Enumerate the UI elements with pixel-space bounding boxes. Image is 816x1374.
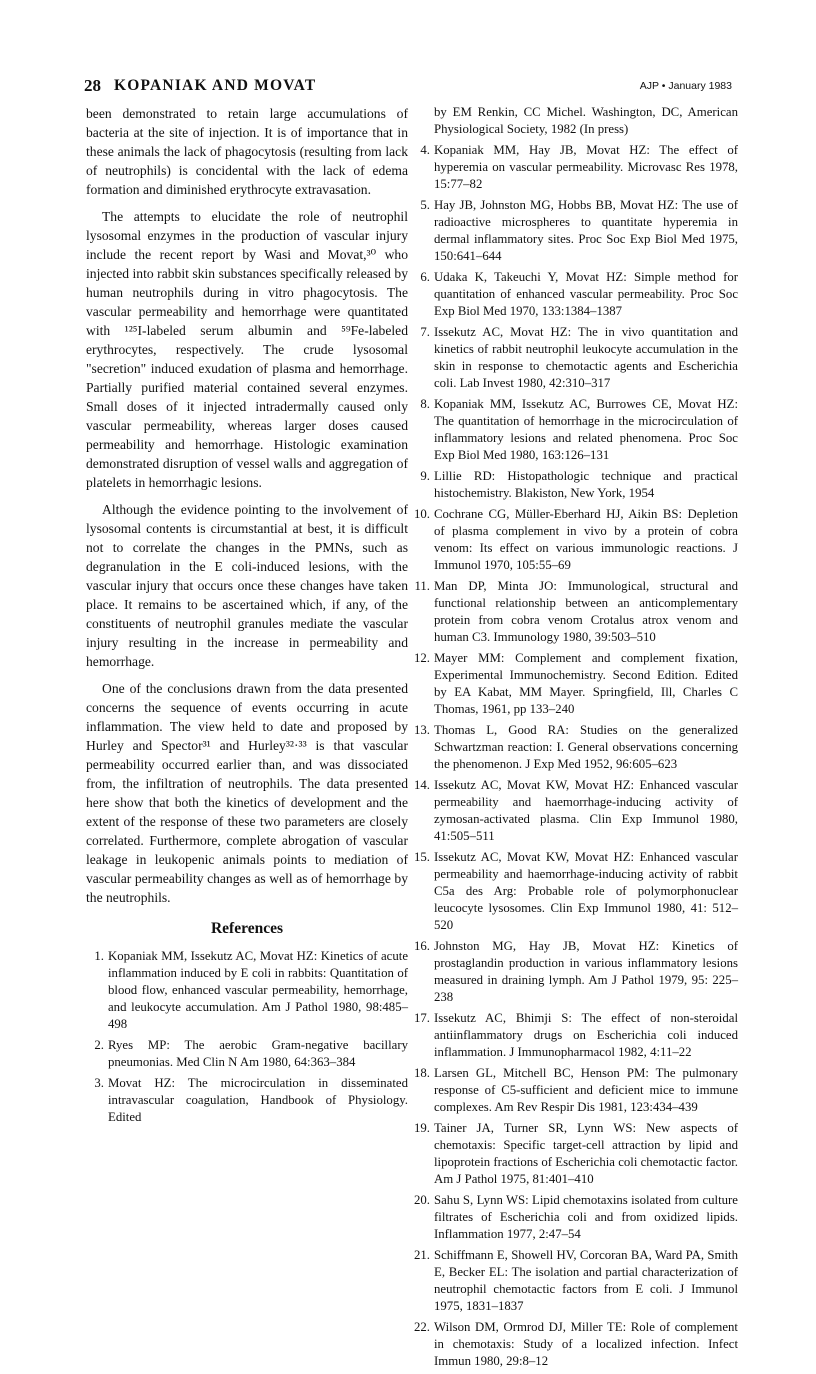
reference-item (86, 1075, 408, 1126)
reference-number: 13. (414, 723, 430, 738)
reference-number: 7. (420, 325, 430, 340)
reference-number: 10. (414, 507, 430, 522)
journal-issue: AJP • January 1983 (639, 80, 732, 92)
reference-item (412, 722, 738, 773)
reference-text: Issekutz AC, Bhimji S: The effect of non-steroidal antiinflammatory drugs on Escherichia coli induced inflammation. J Immunopharmacol 1982, 4:11–22 (434, 1011, 738, 1060)
reference-text: Kopaniak MM, Issekutz AC, Burrowes CE, Movat HZ: The quantitation of hemorrhage in the microcirculation of inflammatory lesions and related phenomena. Proc Soc Exp Biol Med 1980, 163:126–131 (434, 397, 738, 463)
reference-item (86, 1037, 408, 1071)
reference-item (412, 1247, 738, 1315)
page-number: 28 (84, 76, 101, 95)
reference-text: Sahu S, Lynn WS: Lipid chemotaxins isolated from culture filtrates of Escherichia coli and from oxidized lipids. Inflammation 1977, 2:47–54 (434, 1193, 738, 1242)
reference-number: 6. (420, 270, 430, 285)
reference-number: 14. (414, 778, 430, 793)
reference-number: 15. (414, 850, 430, 865)
reference-item (412, 324, 738, 392)
reference-continuation: by EM Renkin, CC Michel. Washington, DC, American Physiological Society, 1982 (In press) (434, 105, 738, 137)
reference-text: Hay JB, Johnston MG, Hobbs BB, Movat HZ: The use of radioactive microspheres to quantitate hyperemia in dermal inflammatory sites. Proc Soc Exp Biol Med 1975, 150:641–644 (434, 198, 738, 264)
reference-text: Thomas L, Good RA: Studies on the generalized Schwartzman reaction: I. General observations concerning the phenomenon. J Exp Med 1952, 96:605–623 (434, 723, 738, 772)
reference-number: 9. (420, 469, 430, 484)
reference-number: 4. (420, 143, 430, 158)
reference-item (412, 142, 738, 193)
body-paragraph: been demonstrated to retain large accumulations of bacteria at the site of injection. It is of importance that in these animals the lack of phagocytosis (resulting from lack of neutrophils) is concidental with the lack of edema formation and diminished erythrocyte extravasation. (86, 106, 408, 197)
reference-item (412, 1065, 738, 1116)
reference-number: 16. (414, 939, 430, 954)
reference-item (412, 650, 738, 718)
reference-text: Tainer JA, Turner SR, Lynn WS: New aspects of chemotaxis: Specific target-cell attraction by lipid and lipoprotein fractions of Escherichia coli chemotactic factor. Am J Pathol 1975, 81:401–410 (434, 1121, 738, 1187)
reference-text: Schiffmann E, Showell HV, Corcoran BA, Ward PA, Smith E, Becker EL: The isolation and partial characterization of neutrophil chemotactic factors from E coli. J Immunol 1975, 1831–1837 (434, 1248, 738, 1314)
reference-item (412, 396, 738, 464)
reference-number: 8. (420, 397, 430, 412)
reference-item (412, 197, 738, 265)
running-head: KOPANIAK AND MOVAT (114, 77, 317, 94)
reference-item (412, 1120, 738, 1188)
body-paragraph: Although the evidence pointing to the involvement of lysosomal contents is circumstantial at best, it is difficult not to correlate the changes in the PMNs, such as degranulation in the E coli-induced lesions, with the vascular injury that occurs once these changes have taken place. It remains to be ascertained which, if any, of the constituents of neutrophil granules mediate the vascular injury resulting in the increase in permeability and hemorrhage. (86, 502, 408, 669)
reference-text: Issekutz AC, Movat KW, Movat HZ: Enhanced vascular permeability and haemorrhage-inducing activity of rabbit C5a des Arg: Probable role of polymorphonuclear leucocyte lysosomes. Clin Exp Immunol 1980, 41: 512–520 (434, 850, 738, 933)
reference-text: Movat HZ: The microcirculation in disseminated intravascular coagulation, Handbook of Physiology. Edited (108, 1076, 408, 1124)
reference-text: Kopaniak MM, Hay JB, Movat HZ: The effect of hyperemia on vascular permeability. Microvasc Res 1978, 15:77–82 (434, 143, 738, 192)
reference-text: Issekutz AC, Movat HZ: The in vivo quantitation and kinetics of rabbit neutrophil leukocyte accumulation in the skin in response to chemotactic agents and Escherichia coli. Lab Invest 1980, 42:310–317 (434, 325, 738, 391)
reference-text: Mayer MM: Complement and complement fixation, Experimental Immunochemistry. Second Edition. Edited by EA Kabat, MM Mayer. Springfield, Ill, Charles C Thomas, 1961, pp 133–240 (434, 651, 738, 717)
reference-number: 19. (414, 1121, 430, 1136)
reference-number: 18. (414, 1066, 430, 1081)
left-column (86, 104, 408, 1130)
reference-item (412, 269, 738, 320)
reference-number: 2. (94, 1038, 104, 1052)
page-header (84, 76, 732, 98)
reference-number: 12. (414, 651, 430, 666)
body-paragraph: The attempts to elucidate the role of neutrophil lysosomal enzymes in the production of vascular injury include the recent report by Wasi and Movat,³⁰ who injected into rabbit skin substances specifically released by human neutrophils during in vitro phagocytosis. The vascular permeability and hemorrhage were quantitated with ¹²⁵I-labeled serum albumin and ⁵⁹Fe-labeled erythrocytes, respectively. The crude lysosomal "secretion" induced exudation of plasma and hemorrhage. Partially purified material contained several enzymes. Small doses of it injected intradermally caused only vascular permeability, whereas larger doses caused permeability and hemorrhage. Histologic examination demonstrated disruption of vessel walls and aggregation of platelets in hemorrhagic lesions. (86, 209, 408, 490)
reference-text: Larsen GL, Mitchell BC, Henson PM: The pulmonary response of C5-sufficient and deficient mice to immune complexes. Am Rev Respir Dis 1981, 123:434–439 (434, 1066, 738, 1115)
reference-text: Cochrane CG, Müller-Eberhard HJ, Aikin BS: Depletion of plasma complement in vivo by a protein of cobra venom: Its effect on various immunologic reactions. J Immunol 1970, 105:55–69 (434, 507, 738, 573)
reference-item (412, 1319, 738, 1370)
reference-list (412, 142, 738, 1370)
reference-text: Lillie RD: Histopathologic technique and practical histochemistry. Blakiston, New York, 1954 (434, 469, 738, 501)
reference-item (412, 578, 738, 646)
reference-item (412, 777, 738, 845)
reference-item (412, 1010, 738, 1061)
reference-item (412, 468, 738, 502)
reference-number: 17. (414, 1011, 430, 1026)
reference-item (86, 948, 408, 1033)
reference-number: 1. (94, 949, 104, 963)
reference-number: 22. (414, 1320, 430, 1335)
reference-item (412, 506, 738, 574)
references-heading: References (210, 920, 283, 937)
reference-number: 21. (414, 1248, 430, 1263)
reference-text: Wilson DM, Ormrod DJ, Miller TE: Role of complement in chemotaxis: Study of a localized infection. Infect Immun 1980, 29:8–12 (434, 1320, 738, 1369)
reference-number: 20. (414, 1193, 430, 1208)
reference-number: 5. (420, 198, 430, 213)
reference-item (412, 938, 738, 1006)
reference-number: 3. (94, 1076, 104, 1090)
reference-text: Udaka K, Takeuchi Y, Movat HZ: Simple method for quantitation of enhanced vascular permeability. Proc Soc Exp Biol Med 1970, 133:1384–1387 (434, 270, 738, 319)
reference-item (412, 849, 738, 934)
reference-item (412, 1192, 738, 1243)
reference-text: Man DP, Minta JO: Immunological, structural and functional relationship between an anticomplementary protein from cobra venom Crotalus atrox venom and human C3. Immunology 1980, 39:503–510 (434, 579, 738, 645)
reference-number: 11. (414, 579, 430, 594)
right-column (412, 104, 738, 1374)
reference-text: Kopaniak MM, Issekutz AC, Movat HZ: Kinetics of acute inflammation induced by E coli in rabbits: Quantitation of blood flow, enhanced vascular permeability, hemorrhage, and leukocyte accumulation. Am J Pathol 1980, 98:485–498 (108, 949, 408, 1031)
reference-text: Issekutz AC, Movat KW, Movat HZ: Enhanced vascular permeability and haemorrhage-inducing activity of zymosan-activated plasma. Clin Exp Immunol 1980, 41:505–511 (434, 778, 738, 844)
reference-list (86, 948, 408, 1126)
reference-text: Johnston MG, Hay JB, Movat HZ: Kinetics of prostaglandin production in various inflammatory lesions measured in draining lymph. Am J Pathol 1979, 95: 225–238 (434, 939, 738, 1005)
body-paragraph: One of the conclusions drawn from the data presented concerns the sequence of events occurring in acute inflammation. The view held to date and proposed by Hurley and Spector³¹ and Hurley³²·³³ is that vascular permeability occurred earlier than, and was dissociated from, the infiltration of neutrophils. The data presented here show that both the kinetics of development and the extent of the response of these two parameters are closely correlated. Furthermore, complete abrogation of vascular leakage in leukopenic animals points to mediation of vascular permeability changes as well as of hemorrhage by the neutrophils. (86, 681, 408, 905)
reference-text: Ryes MP: The aerobic Gram-negative bacillary pneumonias. Med Clin N Am 1980, 64:363–384 (108, 1038, 408, 1069)
